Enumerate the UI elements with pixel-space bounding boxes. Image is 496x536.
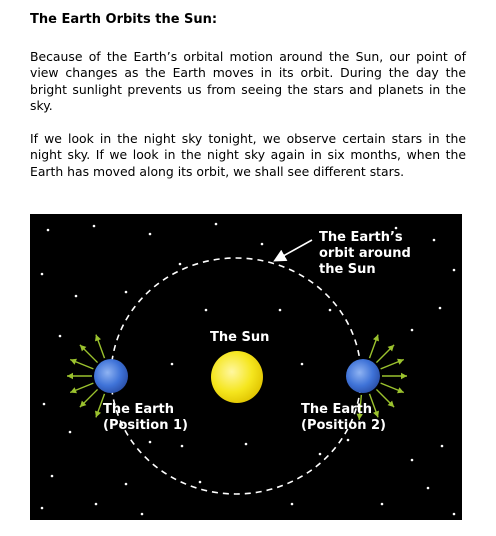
page-title: The Earth Orbits the Sun: [30,12,218,27]
star [427,487,430,490]
orbit-label-line-3: the Sun [319,262,376,277]
star [199,481,202,484]
star [179,263,182,266]
sight-line-arrowhead [67,373,73,379]
sun-label: The Sun [210,330,270,345]
star [47,229,50,232]
star [245,443,248,446]
orbit-label-line-1: The Earth’s [319,230,403,245]
earth-orbit-diagram [30,214,462,520]
star [141,513,144,516]
earth-2-label-line-2: (Position 2) [301,418,386,433]
star [411,329,414,332]
orbit-label-line-2: orbit around [319,246,411,261]
star [301,363,304,366]
star [453,269,456,272]
star [181,445,184,448]
star [41,273,44,276]
star [125,483,128,486]
star [93,225,96,228]
star [395,227,398,230]
star [149,233,152,236]
sun [211,351,263,403]
star [95,503,98,506]
star [441,445,444,448]
diagram-canvas [30,214,462,520]
star [291,503,294,506]
star [59,335,62,338]
star [41,507,44,510]
star [433,239,436,242]
star [453,513,456,516]
star [125,291,128,294]
star [215,223,218,226]
star [43,403,46,406]
earth-1-label-line-1: The Earth [103,402,174,417]
paragraph-night-sky: If we look in the night sky tonight, we observe certain stars in the night sky. If we look in the night sky again in six months, when the Earth has moved along its orbit, we shall see different stars. [30,131,466,179]
star [439,307,442,310]
earth-1-label-line-2: (Position 1) [103,418,188,433]
earth-2-label-line-1: The Earth [301,402,372,417]
star [319,453,322,456]
star [69,431,72,434]
earth-position-2 [346,359,380,393]
orbit-pointer-arrow [276,240,312,260]
star [51,475,54,478]
star [329,309,332,312]
star [347,439,350,442]
star [75,295,78,298]
star [261,243,264,246]
star [411,459,414,462]
sight-line-arrowhead [401,373,407,379]
star [279,309,282,312]
star [381,503,384,506]
paragraph-orbital-motion: Because of the Earth’s orbital motion around the Sun, our point of view changes as the Earth moves in its orbit. During the day the bright sunlight prevents us from seeing the stars and planets in the sky. [30,49,466,114]
star [205,309,208,312]
star [149,441,152,444]
earth-position-1 [94,359,128,393]
star [171,363,174,366]
